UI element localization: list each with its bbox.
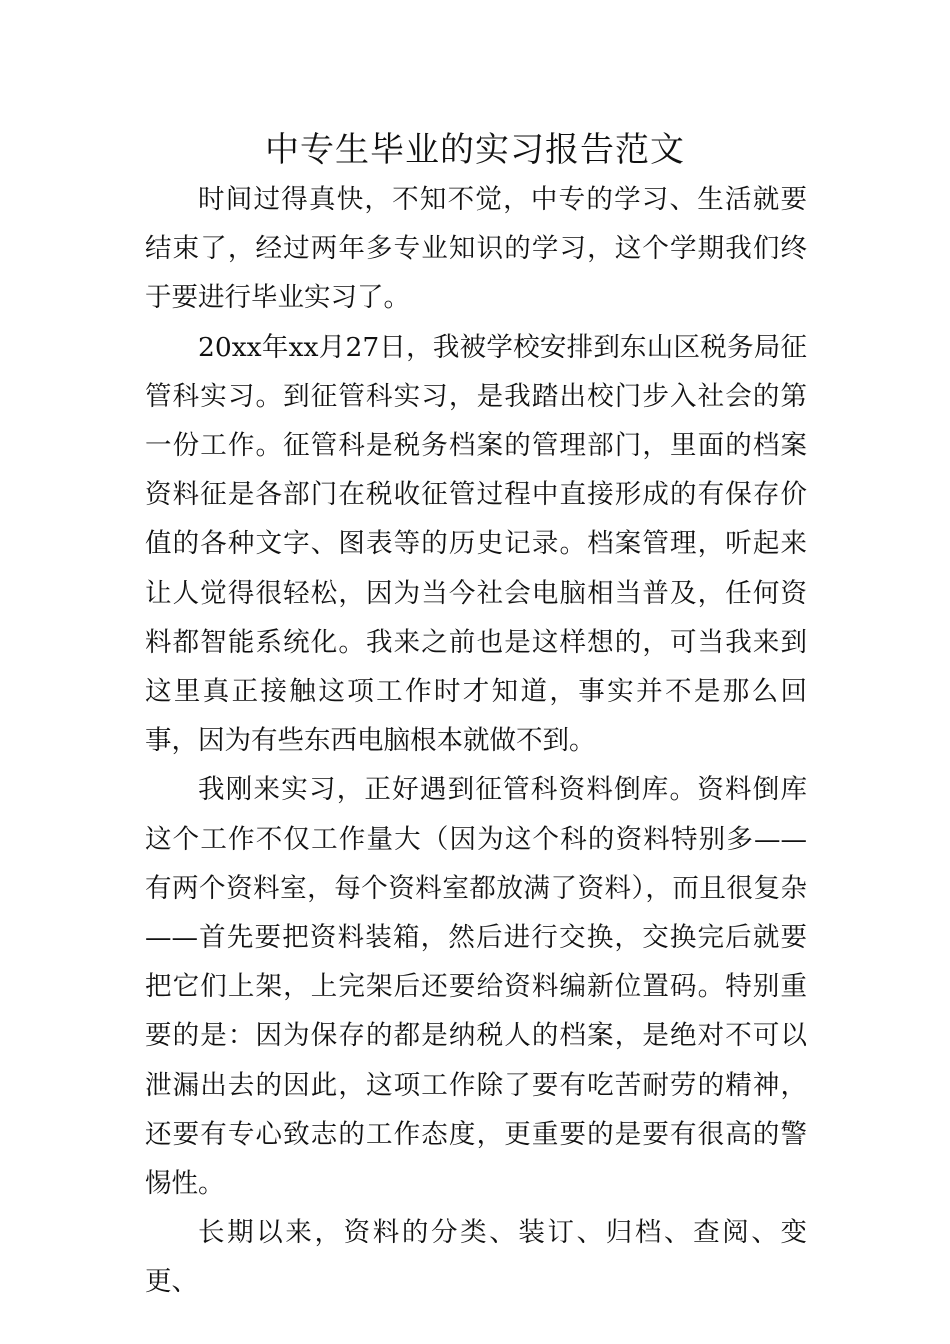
paragraph-1: 时间过得真快，不知不觉，中专的学习、生活就要结束了，经过两年多专业知识的学习，这个学期我们终于要进行毕业实习了。 [145,184,807,314]
document-body [145,175,807,1307]
document-title: 中专生毕业的实习报告范文 [265,130,685,170]
paragraph-4: 长期以来，资料的分类、装订、归档、查阅、变更、 [145,1217,807,1298]
paragraph-2: 20xx年xx月27日，我被学校安排到东山区税务局征管科实习。到征管科实习，是我踏出校门步入社会的第一份工作。征管科是税务档案的管理部门，里面的档案资料征是各部门在税收征管过程中直接形成的有保存价值的各种文字、图表等的历史记录。档案管理，听起来让人觉得很轻松，因为当今社会电脑相当普及，任何资料都智能系统化。我来之前也是这样想的，可当我来到这里真正接触这项工作时才知道，事实并不是那么回事，因为有些东西电脑根本就做不到。 [145,331,807,757]
paragraph-3: 我刚来实习，正好遇到征管科资料倒库。资料倒库这个工作不仅工作量大（因为这个科的资料特别多——有两个资料室，每个资料室都放满了资料），而且很复杂——首先要把资料装箱，然后进行交换，交换完后就要把它们上架，上完架后还要给资料编新位置码。特别重要的是：因为保存的都是纳税人的档案，是绝对不可以泄漏出去的因此，这项工作除了要有吃苦耐劳的精神，还要有专心致志的工作态度，更重要的是要有很高的警惕性。 [145,774,807,1200]
